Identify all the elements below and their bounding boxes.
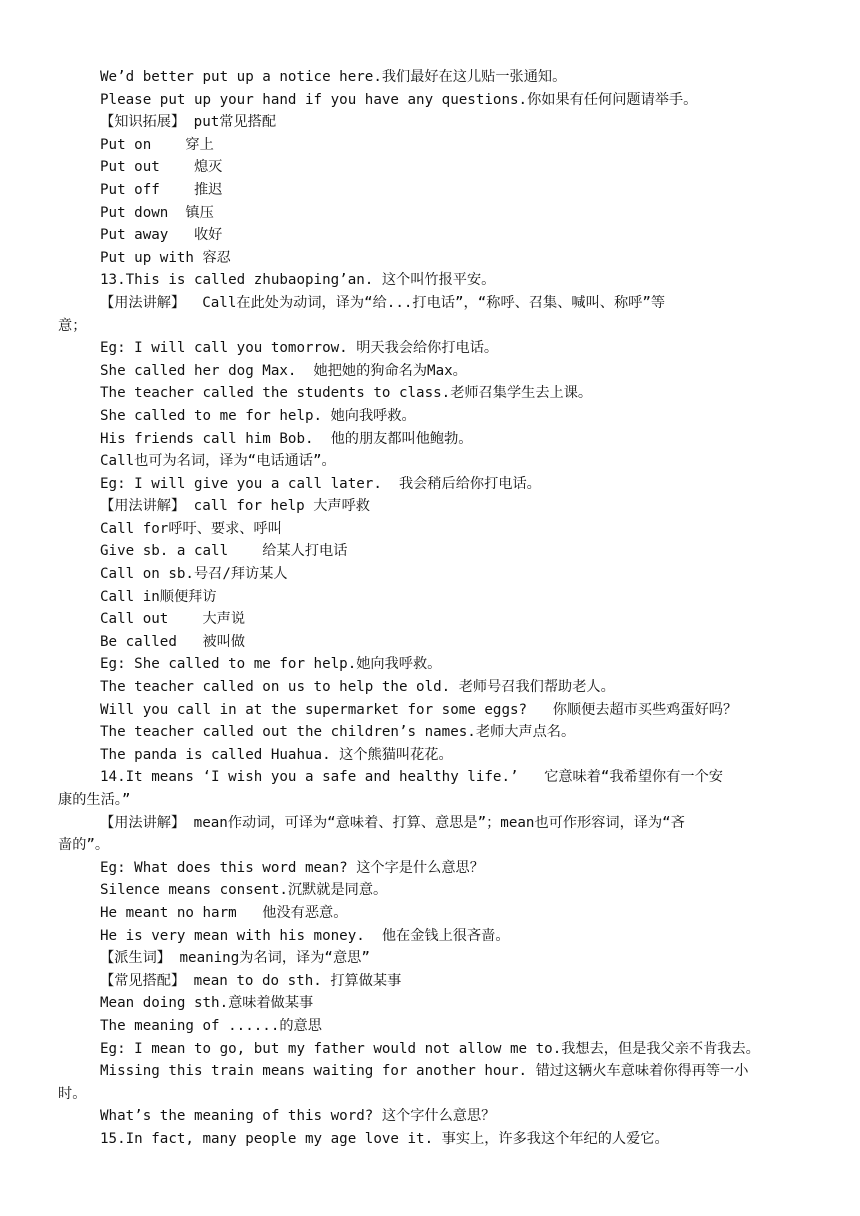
text-line: Put out 熄灭 [100,159,223,176]
document-body [58,66,800,1151]
text-line: Call for呼吁、要求、呼叫 [100,520,282,537]
text-line: He meant no harm 他没有恶意。 [100,904,348,921]
text-line: Put down 镇压 [100,204,214,221]
text-line: Will you call in at the supermarket for some eggs? 你顺便去超市买些鸡蛋好吗？ [100,701,738,718]
text-line: Put on 穿上 [100,136,214,153]
text-line: 15.In fact, many people my age love it. 事实上，许多我这个年纪的人爱它。 [100,1130,669,1147]
text-line: 【用法讲解】 call for help 大声呼救 [100,498,370,515]
text-line: Please put up your hand if you have any questions.你如果有任何问题请举手。 [100,91,698,108]
text-line: She called her dog Max. 她把她的狗命名为Max。 [100,362,467,379]
text-line: She called to me for help. 她向我呼救。 [100,407,416,424]
text-line: Mean doing sth.意味着做某事 [100,995,314,1012]
text-line: Call也可为名词，译为“电话通话”。 [100,453,336,470]
text-line: We’d better put up a notice here.我们最好在这儿贴一张通知。 [100,69,567,85]
text-line: Eg: She called to me for help.她向我呼救。 [100,656,442,673]
text-line: Be called 被叫做 [100,633,246,650]
text-line: Put off 推迟 [100,181,223,198]
text-line: The teacher called on us to help the old. 老师号召我们帮助老人。 [100,679,615,696]
text-line: Put up with 容忍 [100,249,231,266]
text-line: 意； [58,317,87,334]
text-line: The meaning of ......的意思 [100,1017,322,1034]
text-line: Eg: What does this word mean? 这个字是什么意思？ [100,859,484,876]
text-line: 【派生词】 meaning为名词，译为“意思” [100,950,370,967]
text-line: He is very mean with his money. 他在金钱上很吝啬。 [100,927,510,944]
text-line: 【用法讲解】 mean作动词，可译为“意味着、打算、意思是”；mean也可作形容词，译为“吝 [100,814,685,831]
text-line: What’s the meaning of this word? 这个字什么意思？ [100,1108,496,1125]
text-line: Eg: I will call you tomorrow. 明天我会给你打电话。 [100,340,499,357]
text-line: Eg: I will give you a call later. 我会稍后给你打电话。 [100,475,541,492]
text-line: 【知识拓展】 put常见搭配 [100,114,277,131]
text-line: Call out 大声说 [100,611,246,628]
text-line: Call on sb.号召/拜访某人 [100,566,288,583]
text-line: The teacher called the students to class.老师召集学生去上课。 [100,385,593,402]
text-line: 13.This is called zhubaoping’an. 这个叫竹报平安。 [100,272,496,289]
text-line: Give sb. a call 给某人打电话 [100,543,348,560]
text-line: 康的生活。” [58,792,131,808]
text-line: Eg: I mean to go, but my father would not allow me to.我想去，但是我父亲不肯我去。 [100,1040,760,1057]
text-line: 时。 [58,1085,87,1102]
text-line: Call in顺便拜访 [100,588,217,605]
text-line: His friends call him Bob. 他的朋友都叫他鲍勃。 [100,430,473,447]
text-line: 【常见搭配】 mean to do sth. 打算做某事 [100,972,402,989]
text-line: The panda is called Huahua. 这个熊猫叫花花。 [100,746,453,763]
text-line: Put away 收好 [100,227,223,244]
text-line: 14.It means ‘I wish you a safe and healthy life.’ 它意味着“我希望你有一个安 [100,769,723,786]
text-line: The teacher called out the children’s names.老师大声点名。 [100,724,576,741]
text-line: Silence means consent.沉默就是同意。 [100,882,388,899]
text-line: Missing this train means waiting for another hour. 错过这辆火车意味着你得再等一小 [100,1063,749,1080]
text-line: 【用法讲解】 Call在此处为动词，译为“给...打电话”，“称呼、召集、喊叫、称呼”等 [100,294,666,311]
text-line: 啬的”。 [58,837,110,854]
